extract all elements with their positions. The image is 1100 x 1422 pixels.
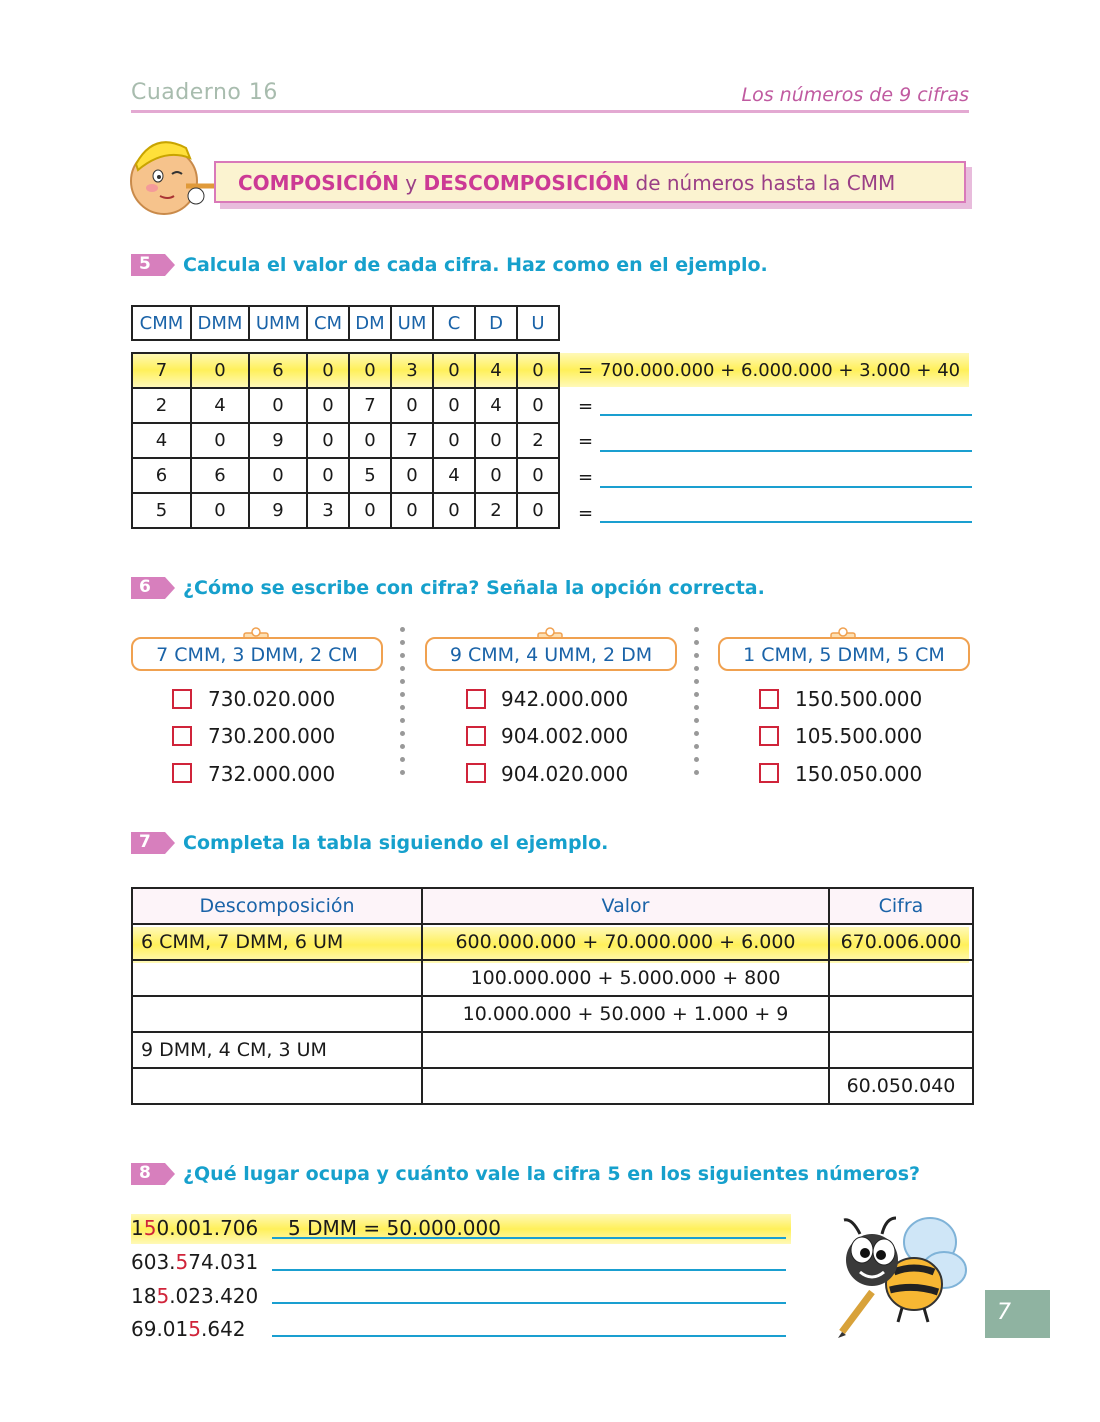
digit-cell: 0: [433, 388, 475, 423]
digit-cell: 3: [391, 353, 433, 388]
digit-cell: 0: [307, 458, 349, 493]
option-text: 904.002.000: [501, 724, 629, 748]
digit-cell: 0: [307, 388, 349, 423]
place-value-table: [131, 352, 560, 529]
valor-cell: 600.000.000 + 70.000.000 + 6.000: [422, 924, 829, 960]
number-item: 69.015.642: [131, 1317, 246, 1341]
digit-cell: 0: [307, 353, 349, 388]
digit-cell: 0: [349, 493, 391, 528]
checkbox[interactable]: [172, 689, 192, 709]
digit-cell: 9: [249, 493, 307, 528]
table-row: [132, 996, 973, 1032]
number-item: 603.574.031: [131, 1250, 259, 1274]
digit-cell: 0: [433, 493, 475, 528]
number-item: 185.023.420: [131, 1284, 259, 1308]
checkbox[interactable]: [466, 763, 486, 783]
valor-cell[interactable]: [422, 1032, 829, 1068]
digit-cell: 0: [349, 423, 391, 458]
digit-cell: 0: [517, 388, 559, 423]
valor-cell[interactable]: [422, 1068, 829, 1104]
option-text: 730.200.000: [208, 724, 336, 748]
checkbox[interactable]: [466, 726, 486, 746]
digit-cell: 0: [517, 353, 559, 388]
option-text: 904.020.000: [501, 762, 629, 786]
header-divider: [131, 110, 969, 113]
digit-row: [132, 388, 559, 423]
exercise-7-number: 7: [131, 832, 175, 854]
digit-row: [132, 493, 559, 528]
header-u: U: [517, 306, 559, 340]
cifra-cell: 670.006.000: [829, 924, 973, 960]
cifra-cell[interactable]: [829, 996, 973, 1032]
option-group-3-label: 1 CMM, 5 DMM, 5 CM: [718, 637, 970, 671]
answer-line[interactable]: [600, 414, 972, 416]
digit-cell: 6: [249, 353, 307, 388]
digit-cell: 7: [349, 388, 391, 423]
table-row: [132, 1068, 973, 1104]
topic-banner: [214, 161, 966, 203]
table-row: [132, 960, 973, 996]
option-group-1-label: 7 CMM, 3 DMM, 2 CM: [131, 637, 383, 671]
digit-cell: 5: [349, 458, 391, 493]
equals-sign: =: [578, 467, 594, 488]
descomposicion-cell[interactable]: [132, 1068, 422, 1104]
exercise-7-title: Completa la tabla siguiendo el ejemplo.: [183, 832, 609, 854]
header-um: UM: [391, 306, 433, 340]
checkbox[interactable]: [172, 763, 192, 783]
equals-sign: =: [578, 503, 594, 524]
dotted-separator: [694, 627, 700, 783]
answer-line[interactable]: [272, 1269, 786, 1271]
header-dmm: DMM: [191, 306, 249, 340]
checkbox[interactable]: [759, 726, 779, 746]
option-text: 942.000.000: [501, 687, 629, 711]
header-valor: Valor: [422, 888, 829, 924]
equals-sign: =: [578, 431, 594, 452]
header-cm: CM: [307, 306, 349, 340]
option-text: 730.020.000: [208, 687, 336, 711]
digit-cell: 4: [433, 458, 475, 493]
digit-cell: 0: [249, 388, 307, 423]
bee-mascot-illustration: [832, 1212, 972, 1340]
answer-line[interactable]: [272, 1335, 786, 1337]
answer-line[interactable]: [272, 1237, 786, 1239]
digit-cell: 0: [249, 458, 307, 493]
header-umm: UMM: [249, 306, 307, 340]
valor-cell: 100.000.000 + 5.000.000 + 800: [422, 960, 829, 996]
notebook-label: Cuaderno 16: [131, 80, 278, 105]
answer-line[interactable]: [600, 521, 972, 523]
descomposicion-cell: 6 CMM, 7 DMM, 6 UM: [132, 924, 422, 960]
answer-line[interactable]: [600, 450, 972, 452]
exercise-8-number: 8: [131, 1163, 175, 1185]
descomposicion-cell[interactable]: [132, 996, 422, 1032]
option-text: 732.000.000: [208, 762, 336, 786]
digit-cell: 0: [191, 493, 249, 528]
digit-cell: 0: [391, 493, 433, 528]
digit-row: [132, 423, 559, 458]
digit-cell: 6: [132, 458, 191, 493]
digit-cell: 0: [391, 388, 433, 423]
digit-cell: 0: [475, 423, 517, 458]
header-cifra: Cifra: [829, 888, 973, 924]
digit-cell: 0: [517, 458, 559, 493]
digit-cell: 2: [517, 423, 559, 458]
digit-cell: 0: [191, 353, 249, 388]
valor-cell: 10.000.000 + 50.000 + 1.000 + 9: [422, 996, 829, 1032]
page-number-tab: [985, 1290, 1050, 1338]
checkbox[interactable]: [466, 689, 486, 709]
digit-cell: 0: [191, 423, 249, 458]
equals-sign: =: [578, 360, 594, 381]
digit-cell: 0: [391, 458, 433, 493]
digit-cell: 4: [132, 423, 191, 458]
number-item: 150.001.706: [131, 1216, 259, 1240]
digit-cell: 0: [349, 353, 391, 388]
section-title: Los números de 9 cifras: [741, 84, 969, 106]
cifra-cell[interactable]: [829, 960, 973, 996]
digit-cell: 7: [391, 423, 433, 458]
digit-cell: 0: [517, 493, 559, 528]
option-text: 105.500.000: [795, 724, 923, 748]
digit-cell: 0: [475, 458, 517, 493]
answer-line[interactable]: [272, 1302, 786, 1304]
header-descomposicion: Descomposición: [132, 888, 422, 924]
digit-cell: 2: [132, 388, 191, 423]
page-number: 7: [997, 1300, 1011, 1325]
decomposition-table: [131, 887, 974, 1105]
descomposicion-cell: 9 DMM, 4 CM, 3 UM: [132, 1032, 422, 1068]
digit-cell: 4: [191, 388, 249, 423]
digit-cell: 0: [433, 423, 475, 458]
digit-cell: 5: [132, 493, 191, 528]
example-answer: 700.000.000 + 6.000.000 + 3.000 + 40: [600, 360, 961, 381]
topic-banner-text: COMPOSICIÓN y DESCOMPOSICIÓN de números hasta la CMM: [238, 171, 896, 195]
exercise-8-title: ¿Qué lugar ocupa y cuánto vale la cifra 5 en los siguientes números?: [183, 1163, 921, 1185]
digit-cell: 2: [475, 493, 517, 528]
digit-row: [132, 458, 559, 493]
exercise-5-number: 5: [131, 254, 175, 276]
digit-cell: 0: [307, 423, 349, 458]
place-value-header: [131, 305, 560, 341]
digit-cell: 0: [433, 353, 475, 388]
digit-cell: 9: [249, 423, 307, 458]
option-group-2-label: 9 CMM, 4 UMM, 2 DM: [425, 637, 677, 671]
cifra-cell: 60.050.040: [829, 1068, 973, 1104]
checkbox[interactable]: [759, 763, 779, 783]
digit-cell: 4: [475, 388, 517, 423]
header-d: D: [475, 306, 517, 340]
table-row: [132, 1032, 973, 1068]
dotted-separator: [400, 627, 406, 783]
descomposicion-cell[interactable]: [132, 960, 422, 996]
example-row: [132, 353, 559, 388]
header-dm: DM: [349, 306, 391, 340]
equals-sign: =: [578, 396, 594, 417]
checkbox[interactable]: [172, 726, 192, 746]
header-cmm: CMM: [132, 306, 191, 340]
exercise-6-title: ¿Cómo se escribe con cifra? Señala la opción correcta.: [183, 577, 765, 599]
cifra-cell[interactable]: [829, 1032, 973, 1068]
digit-cell: 6: [191, 458, 249, 493]
checkbox[interactable]: [759, 689, 779, 709]
answer-line[interactable]: [600, 486, 972, 488]
option-text: 150.050.000: [795, 762, 923, 786]
digit-cell: 3: [307, 493, 349, 528]
digit-cell: 7: [132, 353, 191, 388]
header-c: C: [433, 306, 475, 340]
exercise-6-number: 6: [131, 577, 175, 599]
option-text: 150.500.000: [795, 687, 923, 711]
example-row: [132, 924, 973, 960]
example-answer: 5 DMM = 50.000.000: [288, 1216, 501, 1240]
exercise-5-title: Calcula el valor de cada cifra. Haz como en el ejemplo.: [183, 254, 768, 276]
digit-cell: 4: [475, 353, 517, 388]
